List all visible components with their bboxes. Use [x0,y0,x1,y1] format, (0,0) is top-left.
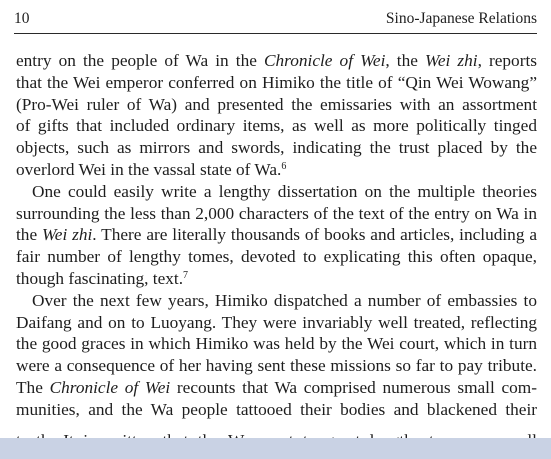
text-line [16,224,537,246]
text-line [16,181,537,203]
text-segment: though fascinating, text. [16,268,184,288]
text-segment: , reports [477,51,537,70]
text-line [16,50,537,72]
text-segment: munities, and the Wa people tattooed their bodies and blackened their [16,399,537,419]
text-line [16,333,537,355]
text-line [16,246,537,268]
text-line [16,159,537,181]
footnote-marker: 6 [281,160,287,172]
text-segment: , the [385,51,426,70]
italic-title: Chronicle of Wei [263,51,386,70]
footnote-marker: 7 [183,269,189,281]
text-line [16,203,537,225]
text-line [16,268,537,290]
text-line [16,137,537,159]
text-segment: objects, such as mirrors and swords, indicating the trust placed by the [16,138,537,158]
text-line [16,355,537,377]
text-segment: entry on the people of Wa in the [16,51,264,70]
text-segment: One could easily write a lengthy dissertation on the multiple theories [32,181,537,201]
text-segment: recounts that Wa comprised numerous small com- [170,377,537,397]
text-segment: the good graces in which Himiko was held by the Wei court, which in turn [16,334,537,354]
text-line [16,72,537,94]
text-line [16,290,537,312]
text-segment: (Pro-Wei ruler of Wa) and presented the emissaries with an assortment [16,94,537,114]
body-text [16,50,537,421]
text-segment: surrounding the less than 2,000 characters of the text of the entry on Wa in [16,203,537,223]
italic-title: Wei zhi [41,225,93,245]
italic-title: Wei zhi [425,51,478,70]
bottom-bar [0,438,551,459]
text-line [16,312,537,334]
page-number: 10 [14,10,30,27]
text-segment: of gifts that included ordinary items, as well as more politically tinged [16,116,537,136]
text-segment: were a consequence of her having sent these missions so far to pay tribute. [16,356,537,376]
text-line [16,115,537,137]
page-header [14,10,537,30]
text-segment: overlord Wei in the vassal state of Wa. [16,159,282,179]
text-line [16,377,537,399]
text-line [16,399,537,421]
header-rule [14,33,537,34]
text-segment: fair number of lengthy tomes, devoted to explicating this often opaque, [16,247,537,267]
text-segment: The [16,377,50,397]
italic-title: Chronicle of Wei [49,377,171,397]
text-line [16,94,537,116]
text-segment: Daifang and on to Luoyang. They were invariably well treated, reflecting [16,312,537,332]
running-title: Sino-Japanese Relations [385,10,537,27]
text-segment: Over the next few years, Himiko dispatched a number of embassies to [32,290,537,310]
text-segment: . There are literally thousands of books and articles, including a [92,225,537,245]
text-segment: that the Wei emperor conferred on Himiko the title of “Qin Wei Wowang” [16,72,537,92]
text-segment: the [16,225,42,245]
